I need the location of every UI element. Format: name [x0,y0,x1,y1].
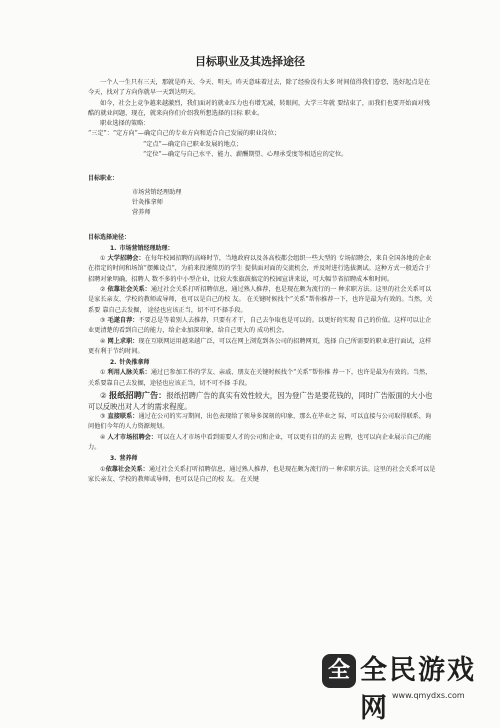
section-2-item-4: ④ 人才市场招聘会：可以在人才市场中看到需要人才的公司和企业，可以更有目的的去 应聘，也可以向企业展示自己的能力。 [88,433,432,451]
intro-paragraph-1: 一个人一生只有三天，那就是昨天、今天、明天。昨天意味着过去，除了经验没有太多 时间值得我们眷恋，选好起点是在今天，找对了方向你就早一天到达明天。 [88,79,430,97]
section-heading-1: 1. 市场营销经理助理： [110,244,174,252]
watermark-logo-icon: 全 [322,654,356,688]
section-3-item-1: ①依靠社会关系：通过社会关系打听招聘信息，通过熟人推荐，也是现在颇为流行的一 种求职方法。这里的社会关系可以是家长亲友、学校的教师或导师，也可以是自己的校 友。 在关键 [88,465,436,483]
watermark-url: www.qmydxs.com [392,691,465,700]
three-settings-point: “定点”—确定自己职业发展的地点； [143,140,243,148]
section-1-item-1: ① 大学招聘会：在每年校园招聘的高峰时节，当地政府以及各高校都会组织一些大型的 专场招聘会，来自全国各地的企业在指定的时间和场馆“摆摊设点”，为前来投递简历的学生 提供面对面的交流机会，并及时进行选拔测试。这种方式一般适合于招聘对象明确，招聘人 数不多的中小型企业，比较大张旗鼓搞定的校园宣讲来说，可大幅节省招聘成本和时间。 [88,255,432,283]
three-settings-direction: “三定”：“定方向”—确定自己的专业方向和适合自己发展的职业岗位； [88,130,281,138]
section-2-item-2: ② 报纸招聘广告：报纸招聘广告的真实有效性较大，因为登广告是要花钱的，同时广告版面的大小也可以反映出对人才的需求程度。 [88,390,433,412]
intro-paragraph-2: 如今，社会上竞争越来越激烈，我们面对的就业压力也有增无减，转眼间，大学三年就 要结束了，而我们也要开始面对残酷的就业问题，现在，就来向你们介绍我所想选择的目标 职业。 [88,99,430,117]
document-body [88,78,436,485]
selection-path-heading: 目标选择途径： [88,233,131,241]
section-heading-3: 3. 营养师 [110,455,138,463]
target-jobs-heading: 目标职业： [88,175,119,183]
section-heading-2: 2. 针灸推拿师 [110,359,150,367]
strategy-label: 职业选择的策略： [100,120,150,128]
site-watermark [322,652,500,724]
section-2-item-3: ③ 直接联系：通过在公司的实习期间，出色表现给了领导多深刻的印象，那么在毕业之 际，可以直接与公司取得联系，询问他们今年的人力资源规划。 [88,413,432,431]
section-2-item-1: ① 利用人脉关系：通过已参加工作的学友、亲戚、朋友在关键时候找个“关系”帮你推 荐一下，也许是最为有效的。当然，关系要靠自己去发掘，途径也应该正当，切不可不择 手段。 [88,369,432,387]
three-settings-position: “定位”—确定与自己水平、能力、薪酬期望、心理承受度等相适应的定位。 [143,151,348,159]
watermark-site-name: 全民游戏网 [360,655,476,724]
document-title: 目标职业及其选择途径 [195,55,305,68]
section-1-item-4: ④ 网上求职：现在互联网运用越来越广泛，可以在网上浏览到各公司的招聘网页，选择 自己所需要的职业进行面试，这样更有利于节约时间。 [88,337,432,355]
target-job-1: 市场营销经理助理 [132,188,182,196]
section-1-item-2: ② 依靠社会关系：通过社会关系打听招聘信息，通过熟人推荐，也是现在颇为流行的一 种求职方法。这里的社会关系可以是家长亲友、学校的教师或导师，也可以是自己的校 友。 在关键时候找个“关系”帮你推荐一下，也许是最为有效的。当然，关系要 靠自己去发掘， 途径也应该正当，切不可不择手段。 [88,286,433,314]
target-job-2: 针灸推拿师 [132,198,163,206]
section-1-item-3: ③ 毛遂自荐：不要总是等着别人去推荐，只要有才干，自己去争取也是可以的。以更好的实现 自己的价值。这样可以让企业更清楚的看到自己的能力，给企业加深印象，给自己更大的 成功机会。 [88,316,432,335]
target-job-3: 营养师 [132,209,151,217]
